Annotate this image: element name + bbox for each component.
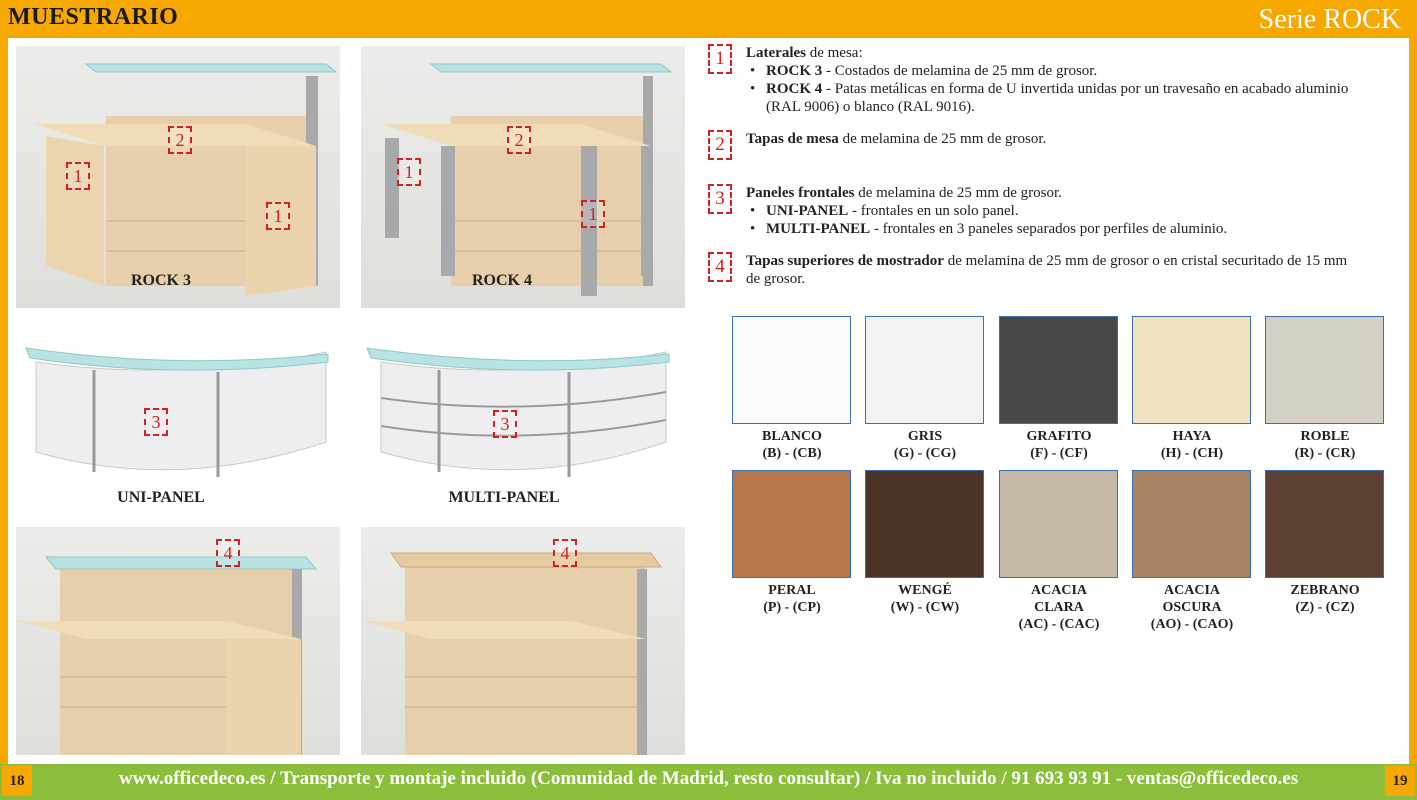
swatch-name: ACACIA [1031,583,1087,598]
swatch-code: (P) - (CP) [763,600,821,615]
multi-panel-illustration [361,322,685,516]
marker-1: 1 [266,202,290,230]
marker-1: 1 [581,200,605,228]
swatch-name: BLANCO [762,429,822,444]
marker-2: 2 [507,126,531,154]
swatch-name: ACACIA [1164,583,1220,598]
photo-melamine-top [361,527,685,755]
caption-multi-panel: MULTI-PANEL [448,489,560,506]
swatch-code: (F) - (CF) [1030,446,1088,461]
swatch-blanco [732,316,851,424]
caption-rock3: ROCK 3 [131,272,191,289]
swatch-name: HAYA [1172,429,1212,444]
page-title: MUESTRARIO [8,4,179,30]
swatch-label [989,428,1129,462]
swatch-name-2: OSCURA [1162,600,1222,615]
swatch-label [1255,582,1395,616]
legend-text: de melamina de 25 mm de grosor o en cristal securitado de 15 mm de grosor. [746,253,1348,287]
swatch-label [1122,428,1262,462]
photo-rock4 [361,46,685,308]
swatch-haya [1132,316,1251,424]
legend-text: de melamina de 25 mm de grosor. [838,131,1047,147]
swatch-code: (Z) - (CZ) [1295,600,1355,615]
marker-1: 1 [66,162,90,190]
swatch-name-2: CLARA [1034,600,1084,615]
swatch-code: (AC) - (CAC) [1018,617,1100,632]
caption-uni-panel: UNI-PANEL [117,489,205,506]
swatch-label [855,582,995,616]
legend-title: Tapas superiores de mostrador [746,253,944,269]
legend-title: Tapas de mesa [746,131,839,147]
footer-contact: www.officedeco.es / Transporte y montaje incluido (Comunidad de Madrid, resto consultar) / Iva no incluido / 91 693 93 91 - ventas@officedeco.es [118,768,1299,789]
swatch-code: (AO) - (CAO) [1150,617,1234,632]
swatch-label [722,582,862,616]
uni-panel-illustration [16,322,340,516]
photo-rock3 [16,46,340,308]
swatch-label [1255,428,1395,462]
photo-uni-panel [16,322,340,516]
page-number-left: 18 [2,766,32,796]
legend-number: 2 [708,130,732,160]
legend-bullet: • ROCK 3 - Costados de melamina de 25 mm de grosor. [764,62,1356,80]
swatch-code: (B) - (CB) [762,446,822,461]
legend-number: 4 [708,252,732,282]
swatch-name: GRIS [907,429,943,444]
swatch-code: (G) - (CG) [893,446,957,461]
legend-bullet: • UNI-PANEL - frontales en un solo panel. [764,202,1356,220]
glass-top-illustration [16,527,340,755]
swatch-label [855,428,995,462]
swatch-acacia-oscura [1132,470,1251,578]
legend-bullet: • MULTI-PANEL - frontales en 3 paneles separados por perfiles de aluminio. [764,220,1356,238]
marker-1: 1 [397,158,421,186]
swatch-code: (W) - (CW) [890,600,960,615]
swatch-code: (R) - (CR) [1294,446,1356,461]
swatch-acacia-clara [999,470,1118,578]
marker-3: 3 [144,408,168,436]
swatch-label [989,582,1129,633]
swatch-grafito [999,316,1118,424]
swatch-name: PERAL [768,583,816,598]
swatch-label [1122,582,1262,633]
swatch-name: ROBLE [1300,429,1350,444]
swatch-peral [732,470,851,578]
swatch-name: WENGÉ [898,583,952,598]
photo-multi-panel [361,322,685,516]
marker-4: 4 [553,539,577,567]
legend-bullet: • ROCK 4 - Patas metálicas en forma de U invertida unidas por un travesaño en acabado aluminio (RAL 9006) o blanco (RAL 9016). [764,80,1356,116]
marker-3: 3 [493,410,517,438]
legend-title: Laterales [746,45,806,61]
swatch-gris [865,316,984,424]
legend-number: 1 [708,44,732,74]
marker-2: 2 [168,126,192,154]
swatch-label [722,428,862,462]
legend-text: de mesa: [805,45,863,61]
series-title: Serie ROCK [1258,4,1401,35]
swatch-code: (H) - (CH) [1160,446,1224,461]
swatch-zebrano [1265,470,1384,578]
photo-glass-top [16,527,340,755]
swatch-name: ZEBRANO [1290,583,1360,598]
swatch-name: GRAFITO [1026,429,1092,444]
swatch-roble [1265,316,1384,424]
legend-number: 3 [708,184,732,214]
caption-rock4: ROCK 4 [472,272,532,289]
swatch-weng [865,470,984,578]
rock3-desk-illustration [16,46,340,308]
marker-4: 4 [216,539,240,567]
legend-text: de melamina de 25 mm de grosor. [854,185,1062,201]
page-number-right: 19 [1385,766,1415,796]
melamine-top-illustration [361,527,685,755]
legend-title: Paneles frontales [746,185,855,201]
